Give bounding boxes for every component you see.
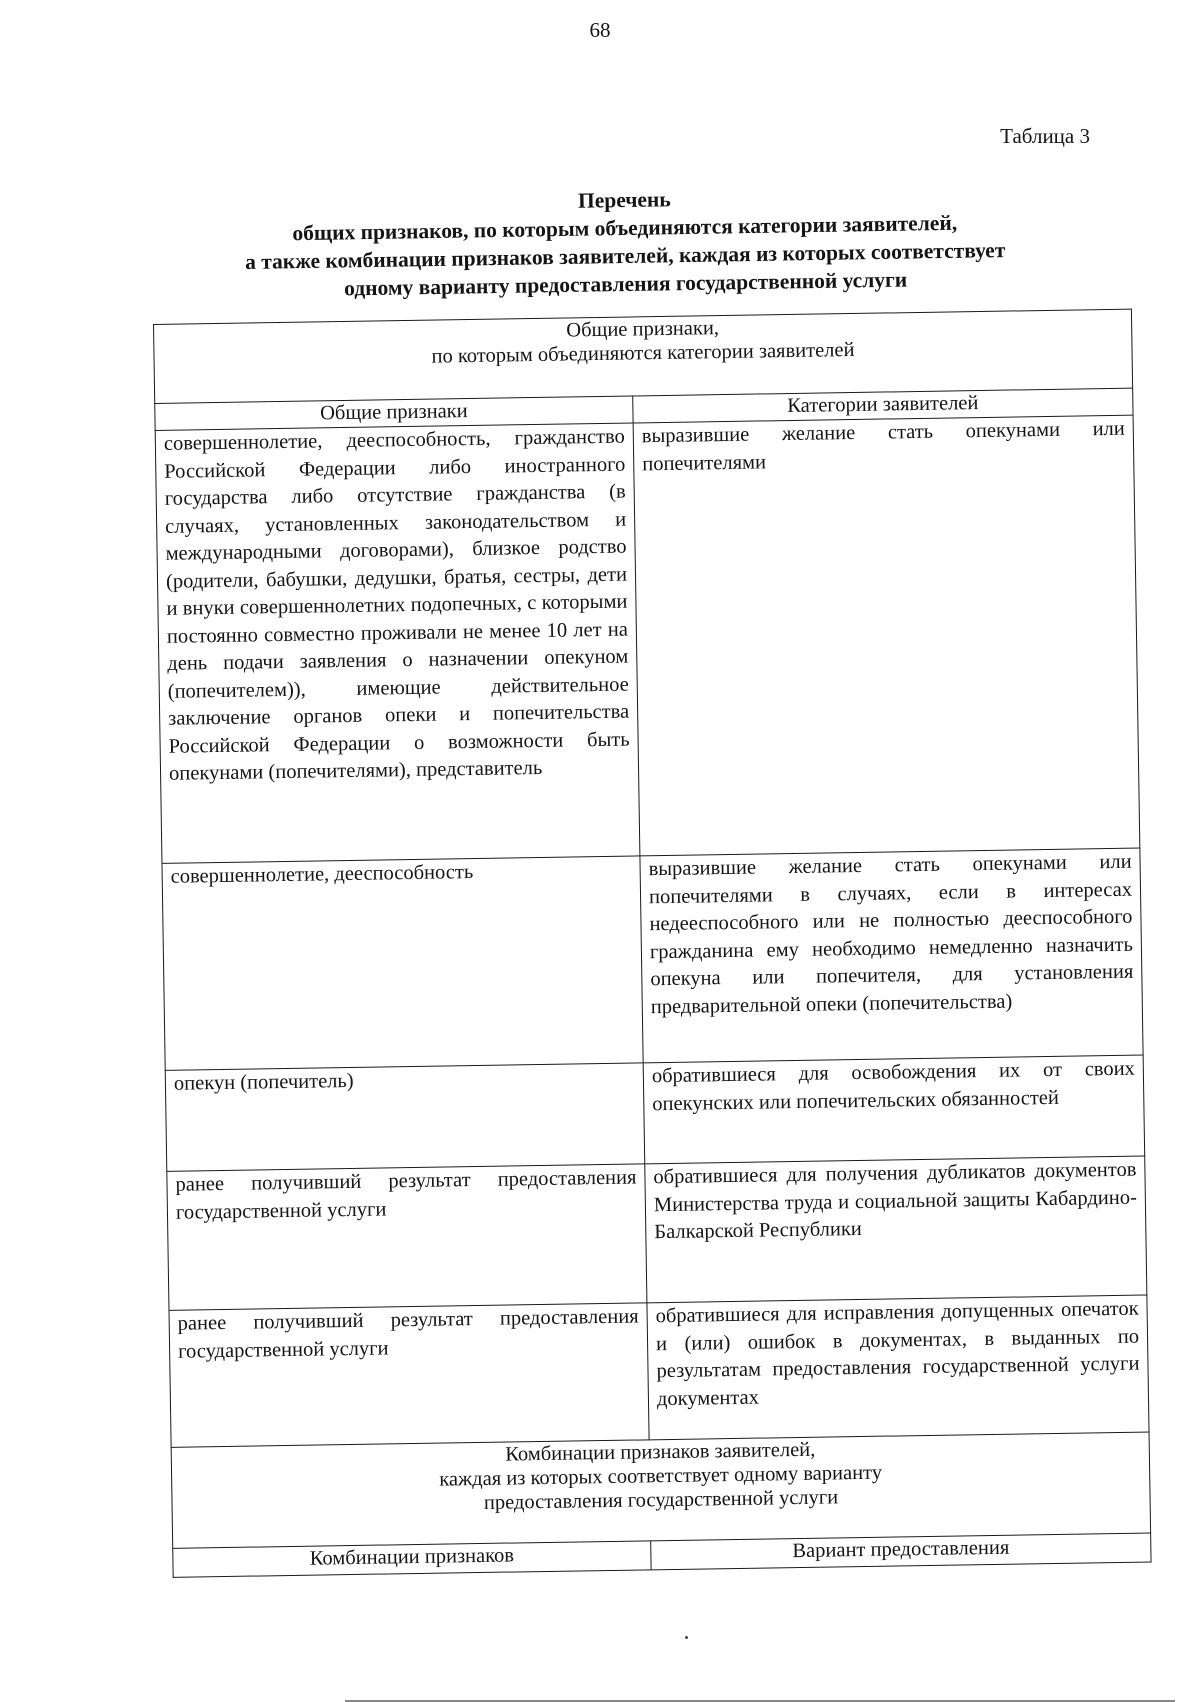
section-header-row [171, 1432, 1150, 1548]
category-cell: выразившие желание стать опекунами или попечителями [633, 415, 1140, 856]
column-header-variant: Вариант предоставления [651, 1533, 1151, 1570]
section-1-title [154, 309, 1133, 403]
section-2-title [171, 1432, 1150, 1548]
table-label: Таблица 3 [1000, 124, 1090, 148]
heading-line-3: а также комбинации признаков заявителей, каждая из которых соответствует [244, 238, 1006, 274]
column-header-features: Общие признаки [155, 396, 633, 431]
heading-line-1: Перечень [577, 187, 671, 213]
page-number: 68 [589, 18, 611, 42]
feature-cell: совершеннолетие, дееспособность [162, 856, 643, 1070]
feature-cell: совершеннолетие, дееспособность, гражданство Российской Федерации либо иностранного государства либо отсутствие гражданства (в случаях, установленных законодательством и международными договорами), близкое родство (родители, бабушки, дедушки, братья, сестры, дети и внуки совершеннолетних подопечных, с которыми постоянно совместно проживали не менее 10 лет на день подачи заявления о назначении опекуном (попечителем)), имеющие действительное заключение органов опеки и попечительства Российской Федерации о возможности быть опекунами (попечителями), представитель [155, 423, 640, 863]
section-1-title-line-1: Общие признаки, [566, 317, 720, 342]
scan-speck [685, 1636, 688, 1639]
table-row [165, 1055, 1144, 1171]
feature-cell: ранее получивший результат предоставления государственной услуги [169, 1303, 649, 1447]
section-2-title-line-2: каждая из которых соответствует одному варианту [439, 1461, 883, 1491]
category-cell: выразившие желание стать опекунами или попечителями в случаях, если в интересах недееспособного или не полностью дееспособного гражданина ему необходимо немедленно назначить опекуна или попечителя, для установления предварительной опеки (попечительства) [640, 848, 1143, 1063]
section-2-title-line-3: предоставления государственной услуги [483, 1486, 839, 1514]
category-cell: обратившиеся для получения дубликатов документов Министерства труда и социальной защиты Кабардино-Балкарской Республики [645, 1156, 1147, 1303]
category-cell: обратившиеся для освобождения их от своих опекунских или попечительских обязанностей [643, 1055, 1145, 1164]
document-heading [149, 179, 1101, 306]
column-header-categories: Категории заявителей [633, 388, 1133, 423]
table-row [155, 415, 1140, 863]
page-bottom-edge [345, 1700, 1175, 1702]
column-header-combinations: Комбинации признаков [173, 1541, 651, 1578]
category-cell: обратившиеся для исправления допущенных опечаток и (или) ошибок в документах, в выданных по результатам предоставления государственной услуги документах [647, 1295, 1149, 1440]
table-row [169, 1295, 1149, 1447]
section-2-title-line-1: Комбинации признаков заявителей, [505, 1438, 816, 1466]
table-row [162, 848, 1143, 1070]
feature-cell: ранее получивший результат предоставления государственной услуги [167, 1164, 647, 1310]
features-table-wrapper [153, 309, 1151, 1578]
section-1-title-line-2: по которым объединяются категории заявителей [431, 338, 855, 368]
table-row [167, 1156, 1147, 1310]
features-table [153, 309, 1152, 1578]
section-header-row [154, 309, 1133, 403]
heading-line-4: одному варианту предоставления государственной услуги [343, 267, 908, 301]
feature-cell: опекун (попечитель) [165, 1063, 645, 1171]
heading-line-2: общих признаков, по которым объединяются категории заявителей, [292, 210, 958, 246]
